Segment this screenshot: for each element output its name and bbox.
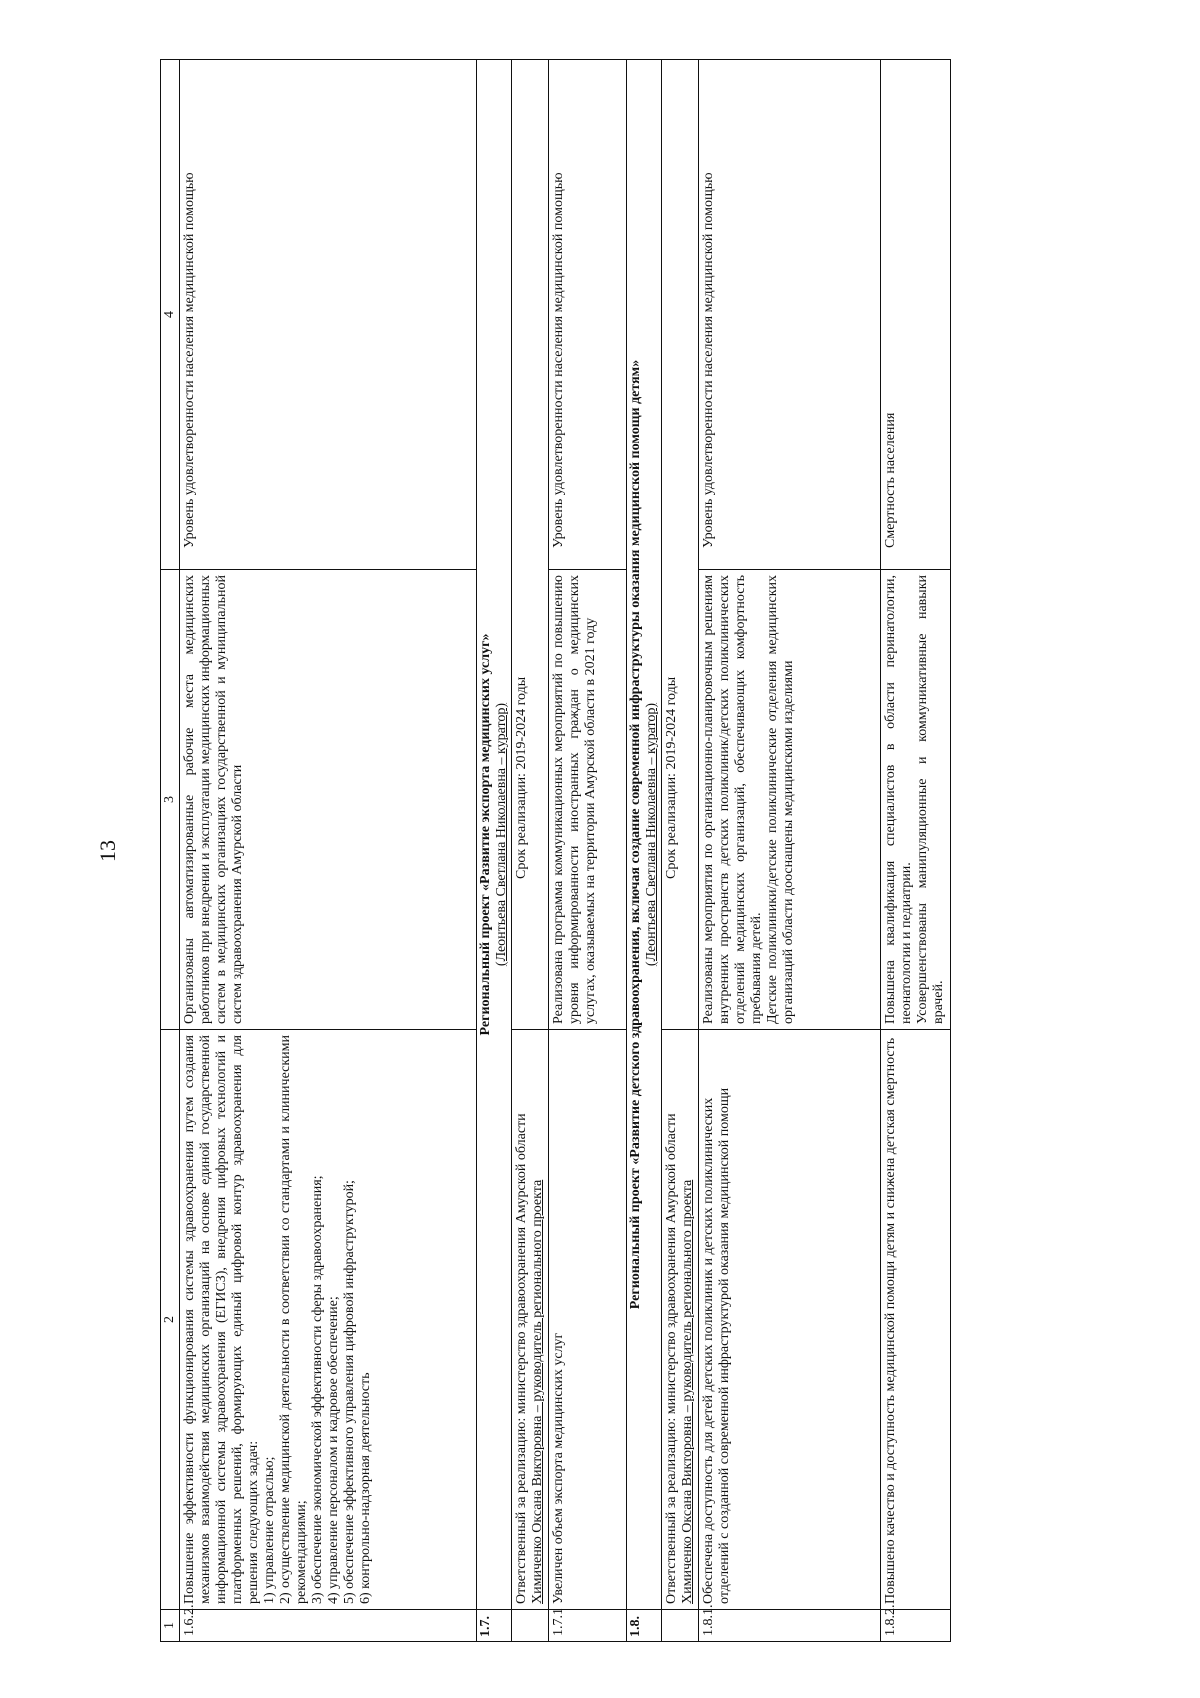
section-title: Региональный проект «Развитие детского здравоохранения, включая создание современной инфраструктуры оказания медицинской помощи детям» [628, 359, 643, 1310]
result-text: Повышена квалификация специалистов в области перинатологии, неонатологии и педиатрии. [883, 575, 914, 1024]
section-term: Срок реализации: 2019-2024 годы [512, 60, 549, 1030]
header-col-4: 4 [161, 60, 180, 570]
header-row [161, 60, 180, 1642]
result-text: Усовершенствованы манипуляционные и коммуникативные навыки врачей. [915, 575, 946, 1024]
section-title: Региональный проект «Развитие экспорта медицинских услуг» [478, 633, 493, 1036]
section-responsible: Ответственный за реализацию: министерство здравоохранения Амурской области [664, 1113, 679, 1604]
task-text: Повышение эффективности функционирования системы здравоохранения путем создания механизмов взаимодействия медицинских организаций на основе единой государственной информационной системы здравоохранения (ЕГИСЗ), внедрения цифровых технологий и платформенных решений, формирующих единый цифровой контур здравоохранения для решения следующих задач: [182, 1035, 261, 1604]
result-text: Реализованы мероприятия по организационно-планировочным решениям внутренних пространств детских поликлиник/детских поликлинических отделений медицинских организаций, обеспечивающих комфортность пребывания детей. [701, 575, 764, 1024]
plan-table [160, 59, 951, 1642]
task-cell: Увеличен объем экспорта медицинских услуг [549, 1030, 627, 1610]
section-heading [627, 60, 662, 1610]
header-col-3: 3 [161, 570, 180, 1030]
section-responsible-cell [512, 1030, 549, 1610]
table-row [180, 60, 477, 1642]
table-row [549, 60, 627, 1642]
task-cell: Обеспечена доступность для детей детских поликлиник и детских поликлинических отделений с созданной современной инфраструктурой оказания медицинской помощи [699, 1030, 881, 1610]
task-item: 2) осуществление медицинской деятельности в соответствии со стандартами и клиническими рекомендациями; [278, 1035, 309, 1604]
task-cell: Повышено качество и доступность медицинской помощи детям и снижена детская смертность [881, 1030, 951, 1610]
indicator-cell: Уровень удовлетворенности населения медицинской помощью [699, 60, 881, 570]
result-text: Организованы автоматизированные рабочие места медицинских работников при внедрении и эксплуатации медицинских информационных систем в медицинских организациях государственной и муниципальной систем здравоохранения Амурской области [182, 575, 245, 1024]
section-head: Химиченко Оксана Викторовна – руководитель регионального проекта [680, 1179, 695, 1604]
section-head: Химиченко Оксана Викторовна – руководитель регионального проекта [530, 1179, 545, 1604]
task-item: 3) обеспечение экономической эффективности сферы здравоохранения; [310, 1175, 325, 1604]
row-number: 1.7.1 [549, 1610, 627, 1642]
table-row [881, 60, 951, 1642]
task-item: 6) контрольно-надзорная деятельность [358, 1372, 373, 1604]
row-number: 1.8.2. [881, 1610, 951, 1642]
result-cell: Реализована программа коммуникационных мероприятий по повышению уровня информированности иностранных граждан о медицинских услугах, оказываемых на территории Амурской области в 2021 году [549, 570, 627, 1030]
header-col-2: 2 [161, 1030, 180, 1610]
task-item: 4) управление персоналом и кадровое обеспечение; [326, 1296, 341, 1604]
indicator-cell: Уровень удовлетворенности населения медицинской помощью [549, 60, 627, 570]
result-cell [699, 570, 881, 1030]
row-number: 1.8.1. [699, 1610, 881, 1642]
section-info-row [512, 60, 549, 1642]
table-row [699, 60, 881, 1642]
section-curator: (Леонтьева Светлана Николаевна – куратор) [494, 702, 509, 967]
section-number: 1.7. [477, 1610, 512, 1642]
section-heading-row [627, 60, 662, 1642]
section-number: 1.8. [627, 1610, 662, 1642]
indicator-cell: Уровень удовлетворенности населения медицинской помощью [180, 60, 477, 570]
result-text: Детские поликлиники/детские поликлинические отделения медицинских организаций области дооснащены медицинскими изделиями [765, 575, 796, 1024]
header-col-1: 1 [161, 1610, 180, 1642]
section-responsible-cell [662, 1030, 699, 1610]
section-curator: (Леонтьева Светлана Николаевна – куратор) [644, 702, 659, 967]
section-heading-row [477, 60, 512, 1642]
task-item: 5) обеспечение эффективного управления цифровой инфраструктурой; [342, 1180, 357, 1604]
page-number: 13 [95, 840, 120, 862]
rotated-page [160, 60, 1110, 1642]
task-item: 1) управление отраслью; [262, 1456, 277, 1604]
result-cell [180, 570, 477, 1030]
section-info-row [662, 60, 699, 1642]
row-number: 1.6.2. [180, 1610, 477, 1642]
section-term: Срок реализации: 2019-2024 годы [662, 60, 699, 1030]
indicator-cell: Смертность населения [881, 60, 951, 570]
task-cell [180, 1030, 477, 1610]
section-responsible: Ответственный за реализацию: министерство здравоохранения Амурской области [514, 1113, 529, 1604]
result-cell [881, 570, 951, 1030]
section-heading [477, 60, 512, 1610]
